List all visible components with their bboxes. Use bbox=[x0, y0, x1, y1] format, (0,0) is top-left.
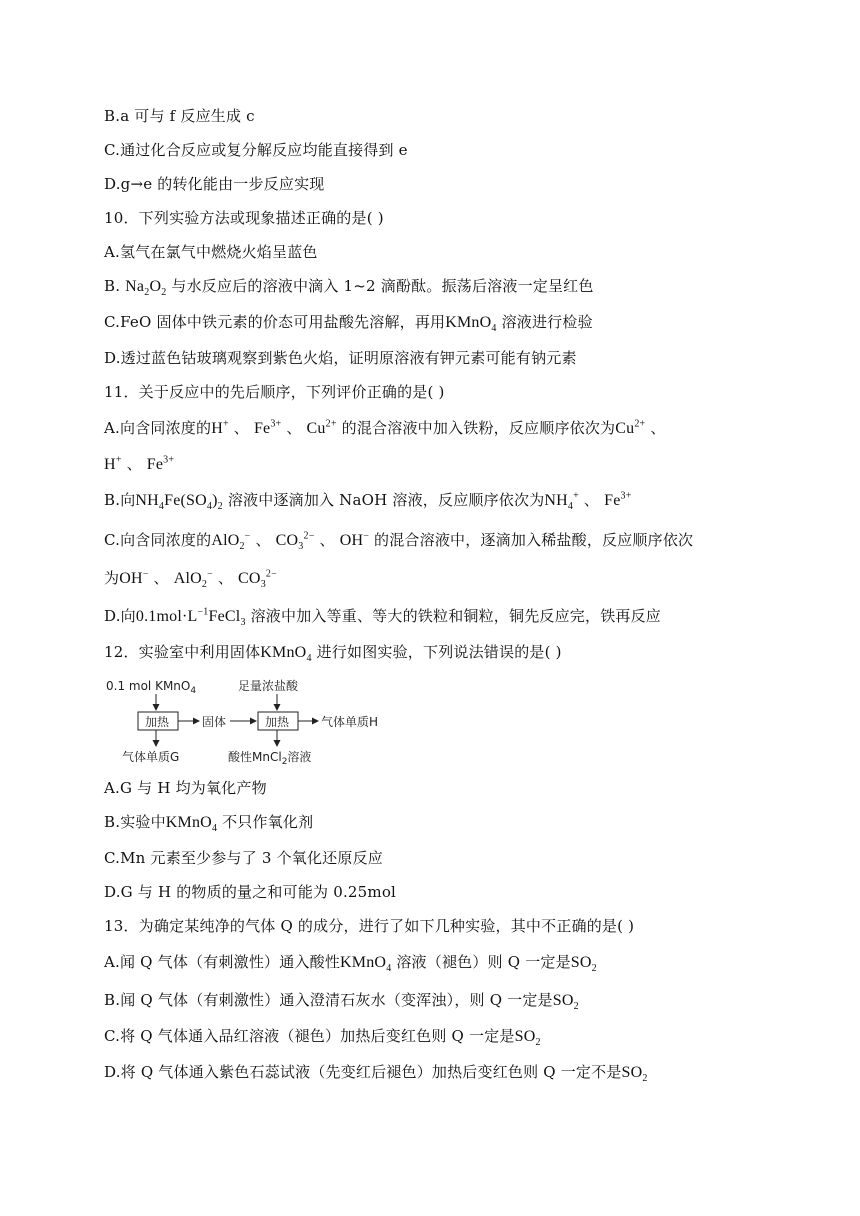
q11-option-c-cont: 为OH− 、 AlO$_2$− 、 $CO_3^{2-}$ bbox=[104, 568, 277, 591]
q9-option-b: B.a 可与 f 反应生成 c bbox=[104, 107, 255, 125]
q13-option-b: B.闻 Q 气体（有刺激性）通入澄清石灰水（变浑浊），则 Q 一定是$SO_2$ bbox=[104, 991, 579, 1013]
q11-option-b: B.向$NH_4Fe(SO_4)_2$ 溶液中逐滴加入 NaOH 溶液，反应顺序依次为$NH_4^+$ 、 $Fe^{3+}$ bbox=[104, 490, 632, 513]
q11-option-a: A.向含同浓度的H+ 、 $Fe^{3+}$ 、 $Cu^{2+}$ 的混合溶液中加入铁粉，反应顺序依次为$Cu^{2+}$ 、 bbox=[104, 418, 666, 437]
diagram-gas-g: 气体单质G bbox=[122, 750, 180, 764]
q12-option-c: C.Mn 元素至少参与了 3 个氧化还原反应 bbox=[104, 849, 383, 867]
diagram-product: 酸性MnCl$_2$溶液 bbox=[228, 750, 312, 767]
q9-option-d: D.g→e 的转化能由一步反应实现 bbox=[104, 175, 325, 193]
q11-stem: 11．关于反应中的先后顺序，下列评价正确的是( ) bbox=[104, 383, 445, 401]
q13-option-c: C.将 Q 气体通入品红溶液（褪色）加热后变红色则 Q 一定是$SO_2$ bbox=[104, 1027, 541, 1049]
q11-option-a-cont: H+ 、 $Fe^{3+}$ bbox=[104, 454, 175, 473]
diagram-acid: 足量浓盐酸 bbox=[238, 679, 299, 693]
diagram-start-label: 0.1 mol KMnO$_4$ bbox=[106, 679, 197, 696]
diagram-heat-1: 加热 bbox=[145, 715, 170, 729]
q9-option-c: C.通过化合反应或复分解反应均能直接得到 e bbox=[104, 141, 408, 159]
diagram-heat-2: 加热 bbox=[265, 715, 290, 729]
q12-option-b: B.实验中KMnO$_4$ 不只作氧化剂 bbox=[104, 813, 314, 835]
q12-flow-diagram bbox=[104, 676, 404, 768]
q13-stem: 13．为确定某纯净的气体 Q 的成分，进行了如下几种实验，其中不正确的是( ) bbox=[104, 917, 635, 935]
q11-option-c: C.向含同浓度的AlO$_2$− 、 $CO_3^{2-}$ 、 OH− 的混合溶液中，逐滴加入稀盐酸，反应顺序依次 bbox=[104, 530, 694, 553]
diagram-solid: 固体 bbox=[202, 715, 227, 729]
q10-stem: 10．下列实验方法或现象描述正确的是( ) bbox=[104, 209, 384, 227]
q12-option-d: D.G 与 H 的物质的量之和可能为 0.25mol bbox=[104, 883, 397, 901]
formula-kmno4: KMnO$_4$ bbox=[445, 314, 497, 335]
q10-option-a: A.氢气在氯气中燃烧火焰呈蓝色 bbox=[104, 243, 318, 261]
q11-option-d: D.向$0.1mol\cdot L^{-1}FeCl_3$ 溶液中加入等重、等大的铁粒和铜粒，铜先反应完，铁再反应 bbox=[104, 606, 662, 629]
q13-option-a: A.闻 Q 气体（有刺激性）通入酸性KMnO$_4$ 溶液（褪色）则 Q 一定是$SO_2$ bbox=[104, 953, 597, 975]
q10-option-d: D.透过蓝色钴玻璃观察到紫色火焰，证明原溶液有钾元素可能有钠元素 bbox=[104, 349, 577, 367]
q12-stem: 12．实验室中利用固体KMnO$_4$ 进行如图实验，下列说法错误的是( ) bbox=[104, 643, 562, 665]
q10-option-c: C.FeO 固体中铁元素的价态可用盐酸先溶解，再用KMnO$_4$ 溶液进行检验 bbox=[104, 313, 593, 335]
diagram-gas-h: 气体单质H bbox=[321, 715, 379, 729]
q10-option-b: B. $Na_2O_2$ 与水反应后的溶液中滴入 1~2 滴酚酞。振荡后溶液一定呈红色 bbox=[104, 277, 594, 299]
formula-na2o2: $Na_2O_2$ bbox=[125, 278, 167, 299]
q13-option-d: D.将 Q 气体通入紫色石蕊试液（先变红后褪色）加热后变红色则 Q 一定不是$SO_2$ bbox=[104, 1063, 648, 1085]
q12-option-a: A.G 与 H 均为氧化产物 bbox=[104, 779, 267, 797]
